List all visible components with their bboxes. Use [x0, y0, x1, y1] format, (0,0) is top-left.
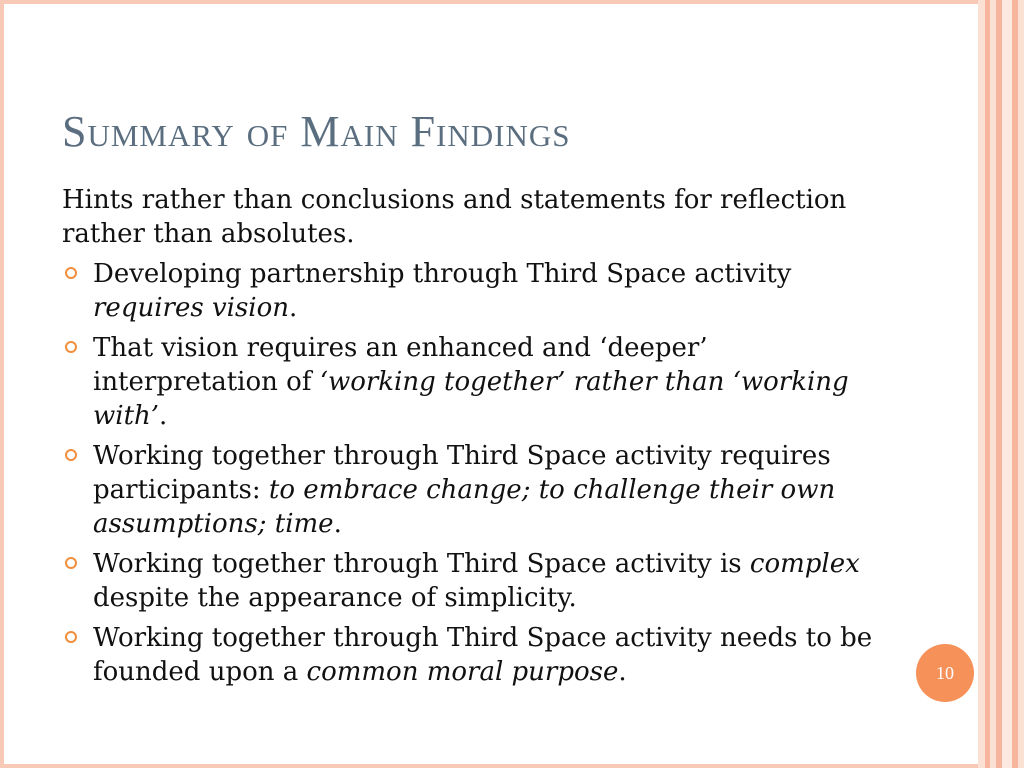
finding-text: Developing partnership through Third Space activity [93, 259, 792, 289]
finding-text: Working together through Third Space activity needs to be founded upon a [93, 623, 873, 687]
circle-outline-icon [65, 449, 77, 461]
finding-emphasis: requires vision [93, 293, 290, 323]
finding-item [62, 547, 882, 615]
finding-text: That vision requires an enhanced and ‘deeper’ interpretation of [93, 333, 708, 397]
findings-list [62, 257, 882, 689]
slide-border-left [0, 0, 4, 768]
finding-item [62, 621, 882, 689]
finding-text: Working together through Third Space activity requires participants: [93, 441, 831, 505]
finding-text-end: . [618, 657, 627, 687]
finding-emphasis: common moral purpose [306, 657, 619, 687]
slide-border-top [0, 0, 1024, 4]
decorative-stripe [1002, 0, 1012, 768]
decorative-stripe [1018, 0, 1024, 768]
finding-text: Working together through Third Space activity is [93, 549, 750, 579]
circle-outline-icon [65, 267, 77, 279]
intro-paragraph: Hints rather than conclusions and statements for reflection rather than absolutes. [62, 185, 847, 249]
decorative-stripe [978, 0, 985, 768]
finding-text-end: . [159, 401, 168, 431]
finding-text-end: despite the appearance of simplicity. [93, 583, 577, 613]
finding-emphasis: to embrace change; to challenge their own assumptions; time [93, 475, 836, 539]
slide-body [62, 183, 882, 695]
finding-text-end: . [333, 509, 342, 539]
finding-emphasis: ‘working together’ rather than ‘working with’ [93, 367, 849, 431]
page-number-badge [916, 644, 974, 702]
slide-title: Summary of Main Findings [62, 107, 571, 156]
slide-border-bottom [0, 764, 1024, 768]
circle-outline-icon [65, 631, 77, 643]
finding-item [62, 439, 882, 541]
circle-outline-icon [65, 557, 77, 569]
finding-emphasis: complex [749, 549, 860, 579]
finding-text-end: . [289, 293, 298, 323]
circle-outline-icon [65, 341, 77, 353]
finding-item [62, 257, 882, 325]
page-number: 10 [936, 662, 954, 683]
finding-item [62, 331, 882, 433]
